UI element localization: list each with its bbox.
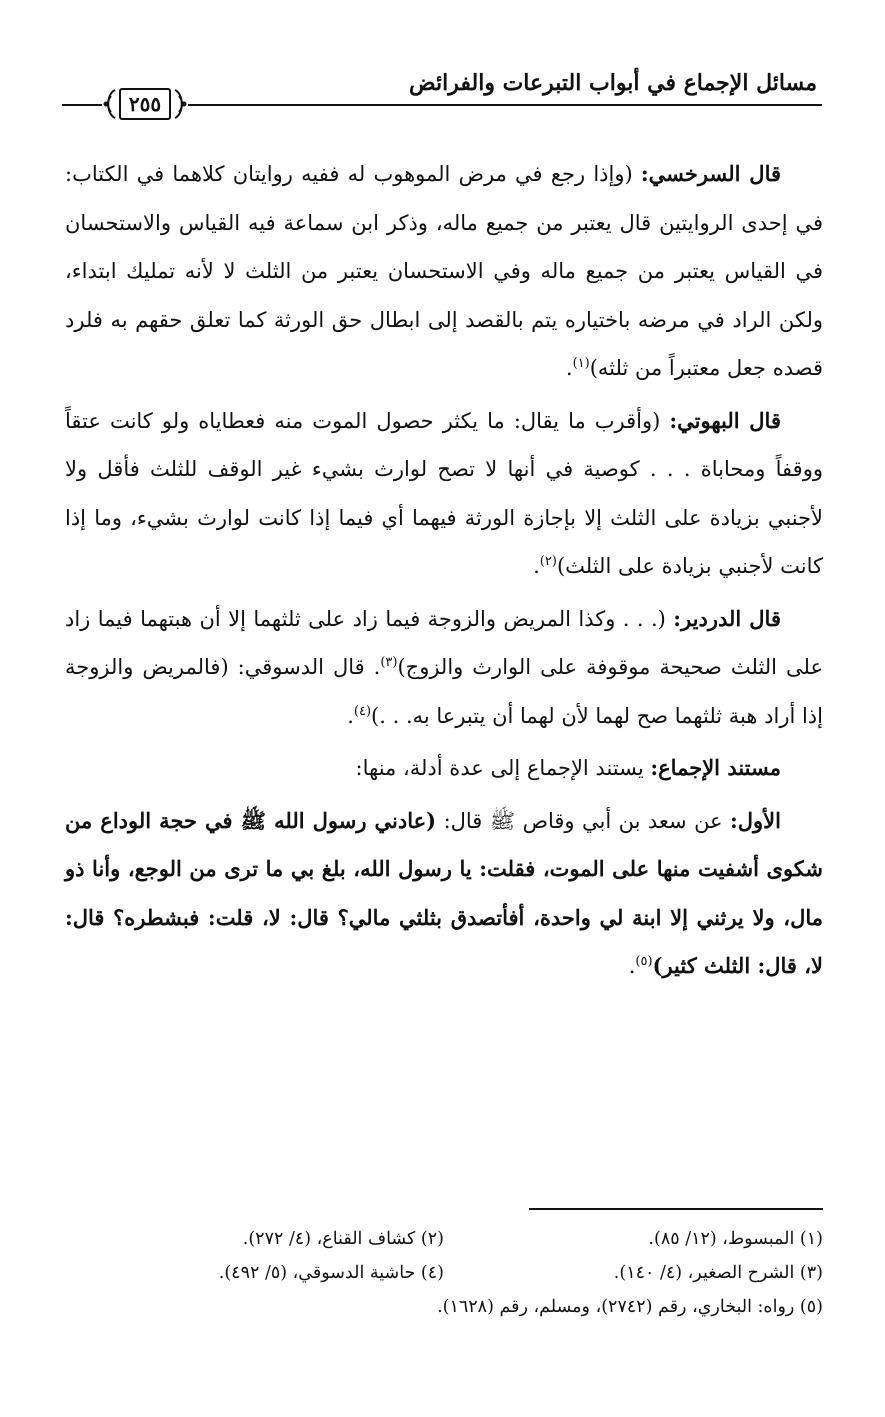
section-text: يستند الإجماع إلى عدة أدلة، منها: bbox=[355, 756, 651, 780]
paragraph-dardir bbox=[65, 595, 823, 741]
paragraph-evidence bbox=[65, 744, 823, 793]
narration-intro: عن سعد بن أبي وقاص ﷺ قال: bbox=[436, 808, 731, 833]
footnote-ref[interactable]: (٣) bbox=[380, 655, 398, 670]
speaker-label: قال البهوتي: bbox=[669, 407, 781, 433]
end-mark: . bbox=[628, 954, 636, 978]
footnote-ref[interactable]: (١) bbox=[572, 356, 590, 371]
hadith-text: (عادني رسول الله ﷺ في حجة الوداع من شكوى أشفيت منها على الموت، فقلت: يا رسول الله، بلغ بي ما ترى من الوجع، وأنا ذو مال، ولا يرثني إلا ابنة لي واحدة، أفأتصدق بثلثي مالي؟ قال: لا، قلت: فبشطره؟ قال: لا، قال: الثلث كثير) bbox=[65, 807, 823, 978]
ornament-right-icon bbox=[174, 86, 188, 122]
end-mark: . bbox=[347, 703, 354, 728]
footnote-3: (٣) الشرح الصغير، (٤/ ١٤٠). bbox=[613, 1263, 823, 1283]
footnote-4: (٤) حاشية الدسوقي، (٥/ ٤٩٢). bbox=[218, 1263, 444, 1283]
running-title: مسائل الإجماع في أبواب التبرعات والفرائض bbox=[409, 70, 817, 96]
footnote-row bbox=[65, 1290, 823, 1324]
footnotes bbox=[65, 1222, 823, 1324]
footnote-ref[interactable]: (٥) bbox=[635, 954, 653, 969]
quote-text-dasuqi: . قال الدسوقي: (فالمريض والزوجة إذا أراد هبة ثلثهما صح لهما لأن لهما أن يتبرعا به. . .) bbox=[65, 655, 823, 728]
main-text bbox=[65, 150, 823, 995]
paragraph-sarakhsi bbox=[65, 150, 823, 393]
quote-text: (وإذا رجع في مرض الموهوب له ففيه روايتان كلاهما في الكتاب: في إحدى الروايتين قال يعتبر من جميع ماله، وذكر ابن سماعة فيه القياس والاستحسان في القياس يعتبر من جميع ماله وفي الاستحسان يعتبر من الثلث لا لأنه تمليك ابتداء، ولكن الراد في مرضه باختياره يتم بالقصد إلى ابطال حق الورثة كما تعلق حقهم به فلرد قصده جعل معتبراً من ثلثه) bbox=[65, 162, 823, 380]
footnote-5: (٥) رواه: البخاري، رقم (٢٧٤٢)، ومسلم، رقم (١٦٢٨). bbox=[437, 1297, 823, 1317]
footnote-row bbox=[65, 1256, 823, 1290]
quote-text: (. . . وكذا المريض والزوجة فيما زاد على ثلثهما إلا أن هبتهما فيما زاد على الثلث صحيحة موقوفة على الوارث والزوج) bbox=[65, 606, 823, 679]
footnote-row bbox=[65, 1222, 823, 1256]
end-mark: . bbox=[565, 356, 573, 380]
page-number-frame bbox=[102, 86, 188, 122]
footnote-1: (١) المبسوط، (١٢/ ٨٥). bbox=[648, 1229, 823, 1249]
page-number: ٢٥٥ bbox=[119, 88, 171, 120]
end-mark: . bbox=[533, 554, 540, 578]
ornament-left-icon bbox=[102, 86, 116, 122]
quote-text: (وأقرب ما يقال: ما يكثر حصول الموت منه فعطاياه ولو كانت عتقاً ووقفاً ومحاباة . . . كوصية في أنها لا تصح لوارث بشيء غير الوقف للثلث فأقل ولا لأجنبي بزيادة على الثلث إلا بإجازة الورثة فيهما أي فيما إذا كانت لوارث بشيء، وما إذا كانت لأجنبي بزيادة على الثلث) bbox=[65, 408, 823, 578]
footnote-2: (٢) كشاف القناع، (٤/ ٢٧٢). bbox=[242, 1229, 444, 1249]
speaker-label: قال السرخسي: bbox=[640, 161, 782, 186]
section-label: مستند الإجماع: bbox=[650, 755, 781, 780]
speaker-label: قال الدردير: bbox=[673, 605, 781, 631]
footnote-ref[interactable]: (٤) bbox=[353, 703, 372, 719]
footnote-ref[interactable]: (٢) bbox=[539, 554, 557, 569]
paragraph-hadith bbox=[65, 797, 823, 991]
footnote-rule bbox=[529, 1208, 823, 1210]
paragraph-buhuti bbox=[65, 397, 823, 591]
evidence-label: الأول: bbox=[730, 807, 781, 833]
